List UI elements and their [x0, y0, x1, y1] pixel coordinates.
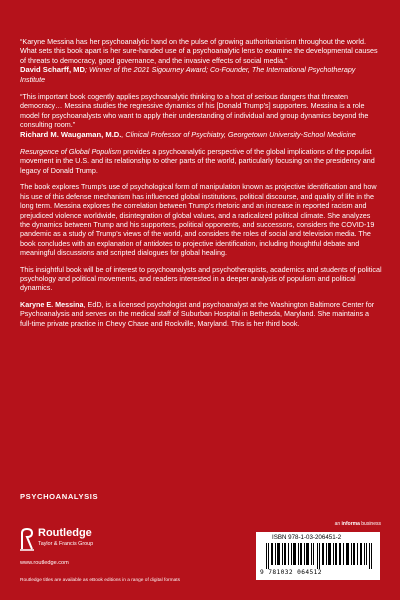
quote-attribution	[20, 65, 382, 84]
author-bio	[20, 300, 382, 328]
endorsement-quote-1	[20, 37, 382, 84]
quote-credential: , Clinical Professor of Psychiatry, Georgetown University-School Medicine	[121, 129, 356, 139]
cover-text	[20, 37, 382, 335]
quote-author: Richard M. Waugaman, M.D.	[20, 129, 122, 139]
publisher-website: www.routledge.com	[20, 560, 69, 566]
ebook-footnote: Routledge titles are available as eBook editions in a range of digital formats	[20, 578, 180, 583]
quote-text: “This important book cogently applies psychoanalytic thinking to a host of serious dangers that threaten democracy… Messina studies the regressive dynamics of his [Donald Trump's] supporters. Messina is a role model for psychoanalysts who want to apply their understanding of individual and group dynamics beyond the consulting room.”	[20, 92, 369, 130]
book-title: Resurgence of Global Populism	[20, 147, 122, 157]
informa-business-line	[335, 521, 381, 527]
publisher-logo	[20, 527, 140, 557]
barcode	[256, 532, 380, 580]
isbn-label: ISBN 978-1-03-206451-2	[272, 534, 342, 541]
author-name: Karyne E. Messina	[20, 299, 84, 309]
subject-category: PSYCHOANALYSIS	[20, 492, 99, 501]
description-text: provides a psychoanalytic perspective of the global implications of the populist movement in the U.S. and its relationship to other parts of the world, particularly focusing on the presidency and legacy of Donald Trump.	[20, 147, 375, 175]
barcode-digits: 9 781032 064512	[260, 569, 322, 576]
publisher-name: Routledge	[38, 527, 92, 539]
informa-brand: informa	[341, 521, 360, 527]
barcode-bars-icon	[266, 543, 372, 569]
endorsement-quote-2	[20, 92, 382, 139]
quote-author: David Scharff, MD	[20, 65, 85, 75]
routledge-logo-icon	[20, 527, 34, 551]
bio-text: , EdD, is a licensed psychologist and psychoanalyst at the Washington Baltimore Center for Psychoanalysis and serves on the medical staff of Suburban Hospital in Bethesda, Maryland. She maintains a full-time private practice in Chevy Chase and Rockville, Maryland. This is her third book.	[20, 299, 375, 328]
description-paragraph-2: The book explores Trump's use of psychological form of manipulation known as projective identification and how his use of this defense mechanism has influenced global institutions, political discourse, and quality of life in the long term. Messina explores the correlation between Trump's rhetoric and an increase in reported racism and prejudiced violence worldwide, disintegration of global values, and a radicalized political climate. She analyzes the dynamics between Trump and his supporters, political opponents, and successors, considers the COVID-19 pandemic as a study of Trump's views of the world, and considers the roles of social and television media. The book concludes with an explanation of antidotes to projective identification, including thoughtful debate and meaningful discussions and scripted dialogues for global healing.	[20, 182, 377, 258]
description-paragraph-3: This insightful book will be of interest to psychoanalysts and psychotherapists, academics and students of political psychology and political movements, and readers interested in a deeper analysis of populism and political dynamics.	[20, 264, 382, 293]
quote-attribution	[20, 130, 382, 139]
publisher-subtitle: Taylor & Francis Group	[38, 541, 94, 547]
quote-credential: ; Winner of the 2021 Sigourney Award; Co-Founder, The International Psychotherapy Institute	[20, 65, 356, 84]
description-paragraph-1	[20, 147, 382, 175]
informa-prefix: an	[334, 521, 342, 527]
informa-suffix: business	[359, 521, 381, 527]
quote-text: “Karyne Messina has her psychoanalytic hand on the pulse of growing authoritarianism throughout the world. What sets this book apart is her sure-handed use of a psychoanalytic lens to examine the developmental causes of threats to democracy, good governance, and the invasive effects of social media.”	[20, 37, 378, 65]
